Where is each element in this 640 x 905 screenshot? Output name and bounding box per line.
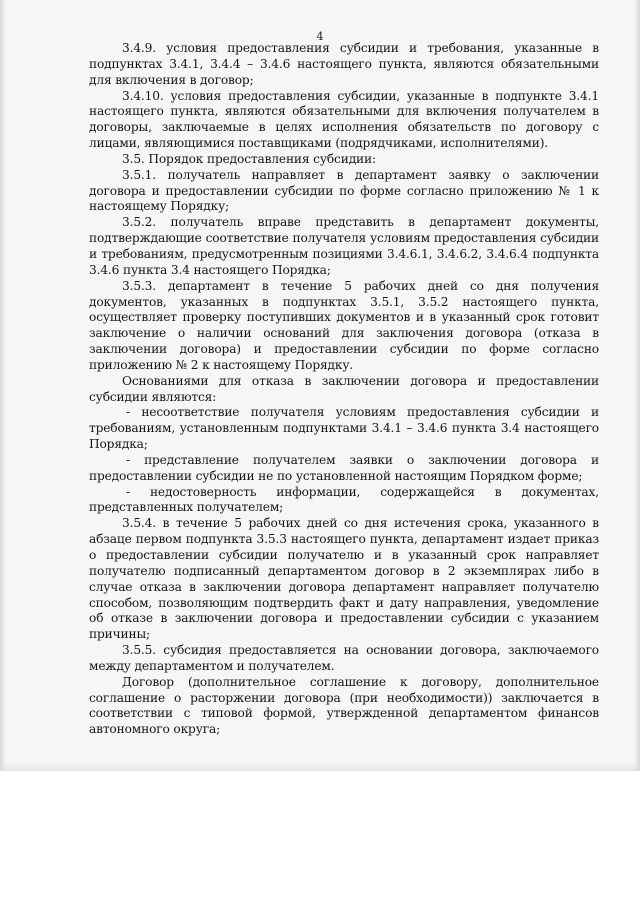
paragraph-3-5-3: 3.5.3. департамент в течение 5 рабочих дней со дня получения документов, указанных в подпунктах 3.5.1, 3.5.2 настоящего пункта, осуществляет проверку поступивших документов и в указанный срок готовит заключение о наличии оснований для заключения договора (отказа в заключении договора) и предоставлении субсидии по форме согласно приложению № 2 к настоящему Порядку.: [89, 278, 599, 372]
blank-area: [0, 771, 640, 905]
refusal-item-wrong-form: - представление получателем заявки о заключении договора и предоставлении субсидии не по установленной настоящим Порядком форме;: [89, 452, 599, 483]
refusal-item-nonconformity: - несоответствие получателя условиям предоставления субсидии и требованиям, установленным подпунктами 3.4.1 – 3.4.6 пункта 3.4 настоящего Порядка;: [89, 405, 599, 452]
refusal-item-inaccuracy: - недостоверность информации, содержащейся в документах, представленных получателем;: [89, 484, 599, 515]
paragraph-3-5-4: 3.5.4. в течение 5 рабочих дней со дня истечения срока, указанного в абзаце первом подпункта 3.5.3 настоящего пункта, департамент издает приказ о предоставлении субсидии получателю и в указанный срок направляет получателю подписанный департаментом договор в 2 экземплярах либо в случае отказа в заключении договора департамент направляет получателю способом, позволяющим подтвердить факт и дату направления, уведомление об отказе в заключении договора и предоставлении субсидии с указанием причины;: [89, 516, 599, 642]
paragraph-3-5: 3.5. Порядок предоставления субсидии:: [122, 151, 376, 166]
paragraph-3-4-10: 3.4.10. условия предоставления субсидии, указанные в подпункте 3.4.1 настоящего пункта, являются обязательными для включения получателем в договоры, заключаемые в целях исполнения обязательств по договору с лицами, являющимися поставщиками (подрядчиками, исполнителями).: [89, 88, 599, 151]
paragraph-3-5-5: 3.5.5. субсидия предоставляется на основании договора, заключаемого между департаментом и получателем.: [89, 643, 599, 673]
paragraph-3-5-2: 3.5.2. получатель вправе представить в департамент документы, подтверждающие соответствие получателя условиям предоставления субсидии и требованиям, предусмотренным позициями 3.4.6.1, 3.4.6.2, 3.4.6.4 подпункта 3.4.6 пункта 3.4 настоящего Порядка;: [89, 215, 599, 277]
paragraph-refusal-grounds: Основаниями для отказа в заключении договора и предоставлении субсидии являются:: [89, 373, 599, 404]
paragraph-contract-form: Договор (дополнительное соглашение к договору, дополнительное соглашение о расторжении договора (при необходимости)) заключается в соответствии с типовой формой, утвержденной департаментом финансов автономного округа;: [89, 674, 599, 737]
paragraph-3-4-9: 3.4.9. условия предоставления субсидии и требования, указанные в подпунктах 3.4.1, 3.4.4 – 3.4.6 настоящего пункта, являются обязательными для включения в договор;: [89, 41, 599, 87]
page-number: 4: [316, 30, 324, 43]
document-body: [89, 41, 599, 738]
paragraph-3-5-1: 3.5.1. получатель направляет в департамент заявку о заключении договора и предоставлении субсидии по форме согласно приложению № 1 к настоящему Порядку;: [89, 167, 599, 214]
